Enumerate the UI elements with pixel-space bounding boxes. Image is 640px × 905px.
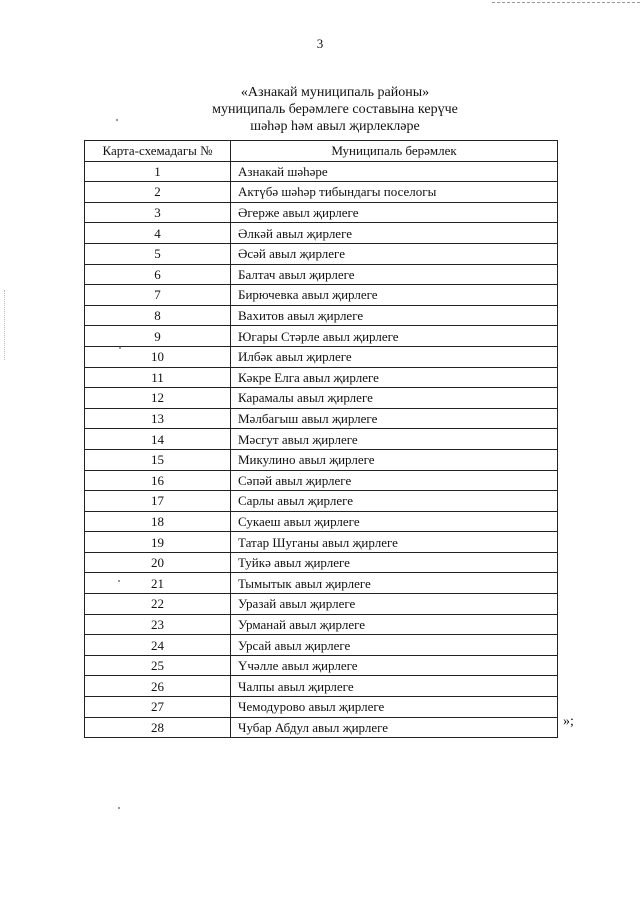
table-row [85, 511, 558, 532]
row-number: 20 [85, 552, 231, 573]
row-number: 17 [85, 491, 231, 512]
row-municipality-name: Азнакай шәһәре [231, 161, 558, 182]
table-row [85, 243, 558, 264]
table-row [85, 697, 558, 718]
table-row [85, 388, 558, 409]
scan-edge-rule [492, 2, 640, 3]
row-number: 23 [85, 614, 231, 635]
row-number: 1 [85, 161, 231, 182]
row-municipality-name: Сарлы авыл җирлеге [231, 491, 558, 512]
table-row [85, 470, 558, 491]
heading-line-3: шәһәр һәм авыл җирлекләре [250, 119, 420, 134]
table-row [85, 491, 558, 512]
row-municipality-name: Сукаеш авыл җирлеге [231, 511, 558, 532]
table-row [85, 594, 558, 615]
row-municipality-name: Әлкәй авыл җирлеге [231, 223, 558, 244]
table-body [85, 161, 558, 738]
row-municipality-name: Актүбә шәһәр тибындагы поселогы [231, 182, 558, 203]
row-municipality-name: Әсәй авыл җирлеге [231, 243, 558, 264]
row-municipality-name: Туйкә авыл җирлеге [231, 552, 558, 573]
row-municipality-name: Тымытык авыл җирлеге [231, 573, 558, 594]
row-number: 18 [85, 511, 231, 532]
row-number: 2 [85, 182, 231, 203]
row-municipality-name: Мәсгут авыл җирлеге [231, 429, 558, 450]
column-header-number: Карта-схемадагы № [85, 141, 231, 162]
table-row [85, 346, 558, 367]
row-number: 6 [85, 264, 231, 285]
scan-margin-mark [4, 290, 5, 360]
row-municipality-name: Балтач авыл җирлеге [231, 264, 558, 285]
row-number: 14 [85, 429, 231, 450]
table-row [85, 573, 558, 594]
row-number: 11 [85, 367, 231, 388]
table-header-row [85, 141, 558, 162]
table-row [85, 223, 558, 244]
row-number: 15 [85, 449, 231, 470]
table-row [85, 635, 558, 656]
row-number: 22 [85, 594, 231, 615]
row-number: 5 [85, 243, 231, 264]
municipalities-table [84, 140, 558, 738]
table-row [85, 202, 558, 223]
row-number: 26 [85, 676, 231, 697]
row-number: 9 [85, 326, 231, 347]
row-number: 28 [85, 717, 231, 738]
closing-mark: »; [563, 714, 574, 729]
page-number: 3 [316, 36, 324, 51]
table-row [85, 655, 558, 676]
row-number: 13 [85, 408, 231, 429]
row-number: 12 [85, 388, 231, 409]
table-row [85, 367, 558, 388]
row-number: 27 [85, 697, 231, 718]
row-number: 16 [85, 470, 231, 491]
heading-line-2: муниципаль берәмлеге составына керүче [212, 102, 458, 117]
table-row [85, 717, 558, 738]
row-municipality-name: Микулино авыл җирлеге [231, 449, 558, 470]
row-number: 7 [85, 285, 231, 306]
row-municipality-name: Үчәлле авыл җирлеге [231, 655, 558, 676]
row-number: 21 [85, 573, 231, 594]
table-row [85, 408, 558, 429]
document-heading [0, 84, 640, 135]
row-municipality-name: Татар Шуганы авыл җирлеге [231, 532, 558, 553]
row-municipality-name: Илбәк авыл җирлеге [231, 346, 558, 367]
row-number: 25 [85, 655, 231, 676]
row-number: 19 [85, 532, 231, 553]
row-number: 3 [85, 202, 231, 223]
row-municipality-name: Әгерже авыл җирлеге [231, 202, 558, 223]
heading-line-1: «Азнакай муниципаль районы» [240, 85, 430, 100]
table-row [85, 326, 558, 347]
row-municipality-name: Урсай авыл җирлеге [231, 635, 558, 656]
row-municipality-name: Бирючевка авыл җирлеге [231, 285, 558, 306]
row-municipality-name: Вахитов авыл җирлеге [231, 305, 558, 326]
table-row [85, 305, 558, 326]
row-municipality-name: Сәпәй авыл җирлеге [231, 470, 558, 491]
row-number: 24 [85, 635, 231, 656]
row-number: 10 [85, 346, 231, 367]
row-municipality-name: Чубар Абдул авыл җирлеге [231, 717, 558, 738]
row-number: 8 [85, 305, 231, 326]
row-municipality-name: Мәлбагыш авыл җирлеге [231, 408, 558, 429]
row-municipality-name: Кәкре Елга авыл җирлеге [231, 367, 558, 388]
scan-speck [118, 807, 120, 809]
table-row [85, 614, 558, 635]
row-municipality-name: Урманай авыл җирлеге [231, 614, 558, 635]
table-row [85, 676, 558, 697]
table-row [85, 182, 558, 203]
table-row [85, 285, 558, 306]
row-municipality-name: Чалпы авыл җирлеге [231, 676, 558, 697]
row-municipality-name: Югары Стәрле авыл җирлеге [231, 326, 558, 347]
table-row [85, 552, 558, 573]
table-row [85, 429, 558, 450]
column-header-name: Муниципаль берәмлек [231, 141, 558, 162]
row-number: 4 [85, 223, 231, 244]
table-row [85, 532, 558, 553]
row-municipality-name: Карамалы авыл җирлеге [231, 388, 558, 409]
table-row [85, 264, 558, 285]
row-municipality-name: Чемодурово авыл җирлеге [231, 697, 558, 718]
row-municipality-name: Уразай авыл җирлеге [231, 594, 558, 615]
table-row [85, 449, 558, 470]
table-row [85, 161, 558, 182]
